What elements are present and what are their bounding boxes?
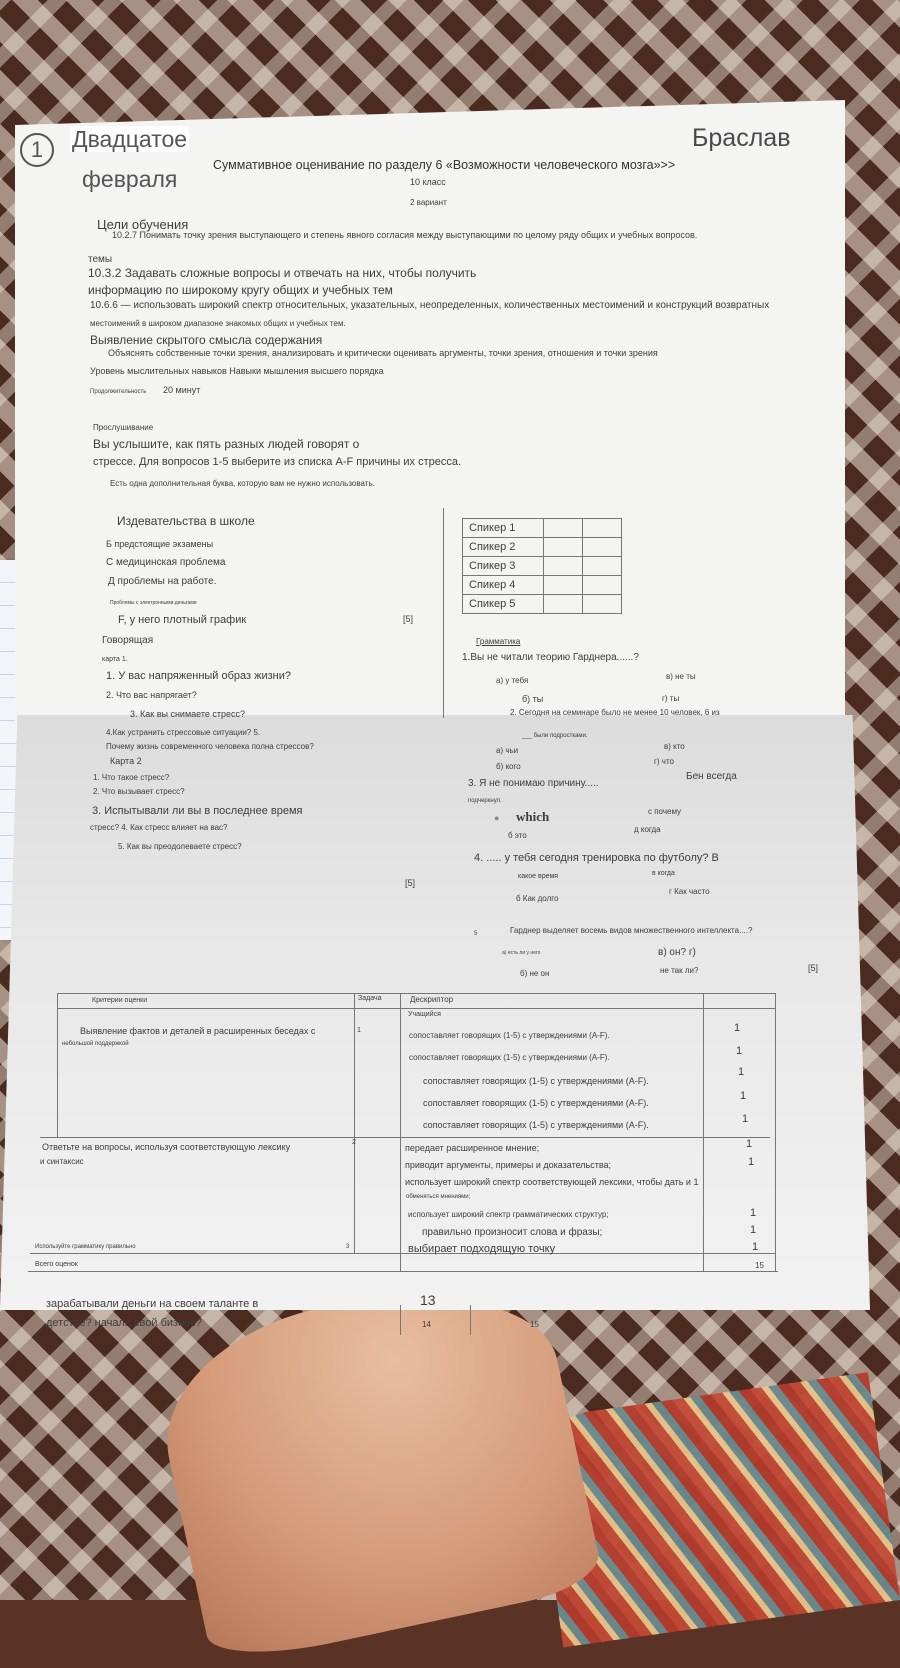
grammar-q2-b: ___ были подростками. bbox=[522, 733, 588, 739]
mark-9[interactable]: 1 bbox=[750, 1224, 757, 1236]
speaker-row bbox=[463, 538, 622, 557]
date-line-1: Двадцатое bbox=[72, 126, 188, 152]
grammar-q4-c-opt: в когда bbox=[652, 870, 675, 877]
page-title: Суммативное оценивание по разделу 6 «Возможности человеческого мозга»>> bbox=[213, 158, 676, 172]
card-2-label: Карта 2 bbox=[110, 756, 142, 766]
grammar-q5-b-opt: б) не он bbox=[520, 969, 550, 978]
task-2: 2 bbox=[352, 1139, 356, 1146]
city-name: Браслав bbox=[692, 124, 791, 152]
mark-4[interactable]: 1 bbox=[740, 1090, 747, 1102]
mark-5[interactable]: 1 bbox=[742, 1113, 749, 1125]
speaker-table bbox=[462, 518, 622, 614]
answer-cell[interactable] bbox=[544, 538, 583, 557]
answer-cell[interactable] bbox=[544, 595, 583, 614]
card-1-label: карта 1. bbox=[102, 656, 128, 663]
objectives-heading: Цели обучения bbox=[97, 217, 189, 232]
task-3: 3 bbox=[346, 1244, 350, 1250]
page-num-15: 15 bbox=[530, 1320, 539, 1329]
mark-10[interactable]: 1 bbox=[752, 1241, 759, 1253]
listening-intro-2: стрессе. Для вопросов 1-5 выберите из списка A-F причины их стресса. bbox=[93, 456, 462, 468]
mark-8[interactable]: 1 bbox=[750, 1207, 757, 1219]
header-task: Задача bbox=[358, 995, 382, 1002]
listening-intro-3: Есть одна дополнительная буква, которую вам не нужно использовать. bbox=[110, 479, 375, 488]
speaker-label: Спикер 4 bbox=[463, 576, 544, 595]
descriptor-2-3b: обменяться мнениями; bbox=[406, 1194, 471, 1200]
card-2-q5: 5. Как вы преодолеваете стресс? bbox=[118, 842, 242, 851]
grammar-q1: 1.Вы не читали теорию Гарднера......? bbox=[462, 652, 639, 663]
grammar-q3-d-opt: д когда bbox=[634, 825, 661, 834]
grammar-q4-b-opt: б Как долго bbox=[516, 894, 559, 903]
mark-1[interactable]: 1 bbox=[734, 1022, 741, 1034]
grammar-q5-num: 5 bbox=[474, 931, 478, 937]
card-1-q2: 2. Что вас напрягает? bbox=[106, 690, 197, 700]
grammar-q4: 4. ..... у тебя сегодня тренировка по футболу? В bbox=[474, 852, 719, 864]
objective-1: 10.2.7 Понимать точку зрения выступающего и степень явного согласия между выступающими по целому ряду общих и учебных вопросов. bbox=[112, 230, 698, 240]
descriptor-3: выбирает подходящую точку bbox=[408, 1243, 556, 1255]
grammar-q4-d-opt: г Как часто bbox=[669, 887, 710, 896]
option-b: Б предстоящие экзамены bbox=[106, 539, 214, 549]
descriptor-match-1: сопоставляет говорящих (1-5) с утверждениями (A-F). bbox=[409, 1031, 610, 1040]
card-2-q3: 3. Испытывали ли вы в последнее время bbox=[92, 805, 303, 817]
descriptor-2-2: приводит аргументы, примеры и доказательства; bbox=[405, 1160, 612, 1170]
objective-6: Уровень мыслительных навыков Навыки мышления высшего порядка bbox=[90, 366, 384, 376]
speaker-label: Спикер 1 bbox=[463, 519, 544, 538]
grammar-q3-b: подчеркнул. bbox=[468, 798, 502, 804]
grammar-score: [5] bbox=[808, 963, 819, 973]
grammar-q2-a-opt: а) чьи bbox=[496, 746, 519, 755]
total-label: Всего оценок bbox=[35, 1261, 78, 1268]
mark-6[interactable]: 1 bbox=[746, 1138, 753, 1150]
answer-cell[interactable] bbox=[583, 557, 622, 576]
header-student: Учащийся bbox=[408, 1011, 441, 1018]
grammar-q1-b: б) ты bbox=[522, 694, 544, 704]
criterion-3: Используйте грамматику правильно bbox=[35, 1244, 136, 1250]
answer-cell[interactable] bbox=[544, 557, 583, 576]
card-2-q1: 1. Что такое стресс? bbox=[93, 773, 170, 782]
column-divider bbox=[443, 508, 444, 718]
descriptor-2-3: использует широкий спектр соответствующей лексики, чтобы дать и 1 bbox=[405, 1177, 699, 1187]
mark-3[interactable]: 1 bbox=[738, 1066, 745, 1078]
descriptor-match-5: сопоставляет говорящих (1-5) с утверждениями (A-F). bbox=[423, 1120, 649, 1130]
descriptor-2-4: использует широкий спектр грамматических структур; bbox=[408, 1210, 609, 1219]
duration-label: Продолжительность bbox=[90, 389, 147, 395]
paper-top-half bbox=[15, 100, 845, 725]
descriptor-2-5: правильно произносит слова и фразы; bbox=[422, 1227, 603, 1238]
listening-label: Прослушивание bbox=[93, 423, 154, 432]
option-c: С медицинская проблема bbox=[106, 557, 226, 568]
date-line-2: февраля bbox=[82, 166, 178, 192]
option-e: Проблемы с электронными деньгами bbox=[110, 600, 197, 606]
objective-2: 10.3.2 Задавать сложные вопросы и отвечать на них, чтобы получить bbox=[88, 266, 477, 280]
grammar-q3-b-opt: б это bbox=[508, 831, 527, 840]
grammar-q5-c-opt: в) он? г) bbox=[658, 947, 696, 958]
mark-2[interactable]: 1 bbox=[736, 1045, 743, 1057]
speaker-row bbox=[463, 595, 622, 614]
grammar-q4-a-opt: какое время bbox=[518, 873, 559, 880]
answer-cell[interactable] bbox=[583, 595, 622, 614]
speaker-row bbox=[463, 557, 622, 576]
speaker-label: Спикер 5 bbox=[463, 595, 544, 614]
criterion-2b: и синтаксис bbox=[40, 1157, 84, 1166]
option-d: Д проблемы на работе. bbox=[108, 576, 217, 587]
grammar-q3: 3. Я не понимаю причину..... bbox=[468, 778, 599, 789]
criterion-1: Выявление фактов и деталей в расширенных беседах с bbox=[80, 1026, 316, 1036]
bullet-icon: ● bbox=[494, 813, 500, 823]
speaker-label: Спикер 3 bbox=[463, 557, 544, 576]
grammar-q2-c-opt: в) кто bbox=[664, 742, 685, 751]
descriptor-match-4: сопоставляет говорящих (1-5) с утверждениями (A-F). bbox=[423, 1098, 649, 1108]
criterion-2: Ответьте на вопросы, используя соответствующую лексику bbox=[42, 1142, 291, 1152]
speaker-label: Спикер 2 bbox=[463, 538, 544, 557]
listening-score: [5] bbox=[403, 614, 414, 624]
objective-4: Выявление скрытого смысла содержания bbox=[90, 333, 323, 347]
duration-value: 20 минут bbox=[163, 385, 201, 395]
mark-total[interactable]: 15 bbox=[755, 1261, 764, 1270]
card-1-q1: 1. У вас напряженный образ жизни? bbox=[106, 670, 292, 682]
grammar-q1-a: а) у тебя bbox=[496, 676, 529, 685]
card-2-q2: 2. Что вызывает стресс? bbox=[93, 787, 185, 796]
speaking-score: [5] bbox=[405, 878, 416, 888]
page-num-14: 14 bbox=[422, 1320, 431, 1329]
mark-7[interactable]: 1 bbox=[748, 1156, 755, 1168]
grammar-q2-d-opt: г) что bbox=[654, 757, 674, 766]
objective-3b: местоимений в широком диапазоне знакомых общих и учебных тем. bbox=[90, 319, 346, 328]
grammar-q5: Гарднер выделяет восемь видов множественного интеллекта....? bbox=[510, 926, 753, 935]
objective-5: Объяснять собственные точки зрения, анализировать и критически оценивать аргументы, точки зрения, отношения и точки зрения bbox=[108, 348, 658, 358]
descriptor-match-3: сопоставляет говорящих (1-5) с утверждениями (A-F). bbox=[423, 1076, 649, 1086]
grammar-q1-c: в) не ты bbox=[666, 672, 696, 681]
grammar-q1-d: г) ты bbox=[662, 694, 680, 703]
answer-cell[interactable] bbox=[544, 519, 583, 538]
grammar-q3-a-opt: which bbox=[516, 809, 550, 824]
option-a: Издевательства в школе bbox=[117, 514, 255, 528]
grammar-q5-a-opt: а) есть ли у него bbox=[502, 950, 541, 956]
question-number-circle: 1 bbox=[20, 133, 54, 167]
grammar-q2: 2. Сегодня на семинаре было не менее 10 человек, 6 из bbox=[510, 708, 720, 717]
objective-1b: темы bbox=[88, 254, 113, 265]
card-1-q5: Почему жизнь современного человека полна стрессов? bbox=[106, 742, 314, 751]
criterion-1b: небольшой поддержкой bbox=[62, 1041, 129, 1047]
variant: 2 вариант bbox=[410, 198, 447, 207]
card-2-q4: стресс? 4. Как стресс влияет на вас? bbox=[90, 823, 228, 832]
objective-2b: информацию по широкому кругу общих и учебных тем bbox=[88, 283, 393, 297]
answer-cell[interactable] bbox=[583, 576, 622, 595]
grammar-q3-c-opt: с почему bbox=[648, 807, 682, 816]
grammar-q2-b-opt: б) кого bbox=[496, 762, 521, 771]
footer-q1: зарабатывали деньги на своем таланте в bbox=[46, 1298, 259, 1310]
listening-intro-1: Вы услышите, как пять разных людей говорят о bbox=[93, 437, 360, 451]
card-1-q3: 3. Как вы снимаете стресс? bbox=[130, 709, 246, 719]
answer-cell[interactable] bbox=[583, 538, 622, 557]
descriptor-match-2: сопоставляет говорящих (1-5) с утверждениями (A-F). bbox=[409, 1053, 610, 1062]
grade: 10 класс bbox=[410, 177, 446, 187]
footer-q2: детстве? начали свой бизнес? bbox=[46, 1317, 202, 1329]
grammar-q5-d-opt: не так ли? bbox=[660, 966, 699, 975]
speaking-label: Говорящая bbox=[102, 635, 154, 646]
option-f: F, у него плотный график bbox=[118, 614, 247, 626]
grammar-label: Грамматика bbox=[476, 637, 521, 646]
answer-cell[interactable] bbox=[583, 519, 622, 538]
header-criteria: Критерии оценки bbox=[92, 997, 148, 1004]
header-descriptor: Дескриптор bbox=[410, 995, 454, 1004]
task-1: 1 bbox=[357, 1027, 361, 1034]
card-1-q4: 4.Как устранить стрессовые ситуации? 5. bbox=[106, 728, 261, 737]
page-num-13: 13 bbox=[420, 1292, 436, 1308]
speaker-row bbox=[463, 519, 622, 538]
answer-cell[interactable] bbox=[544, 576, 583, 595]
descriptor-2-1: передает расширенное мнение; bbox=[405, 1143, 540, 1153]
speaker-row bbox=[463, 576, 622, 595]
grammar-q3-extra: Бен всегда bbox=[686, 771, 737, 782]
objective-3: 10.6.6 — использовать широкий спектр относительных, указательных, неопределенных, количественных местоимений и конструкций возвратных bbox=[90, 300, 770, 311]
